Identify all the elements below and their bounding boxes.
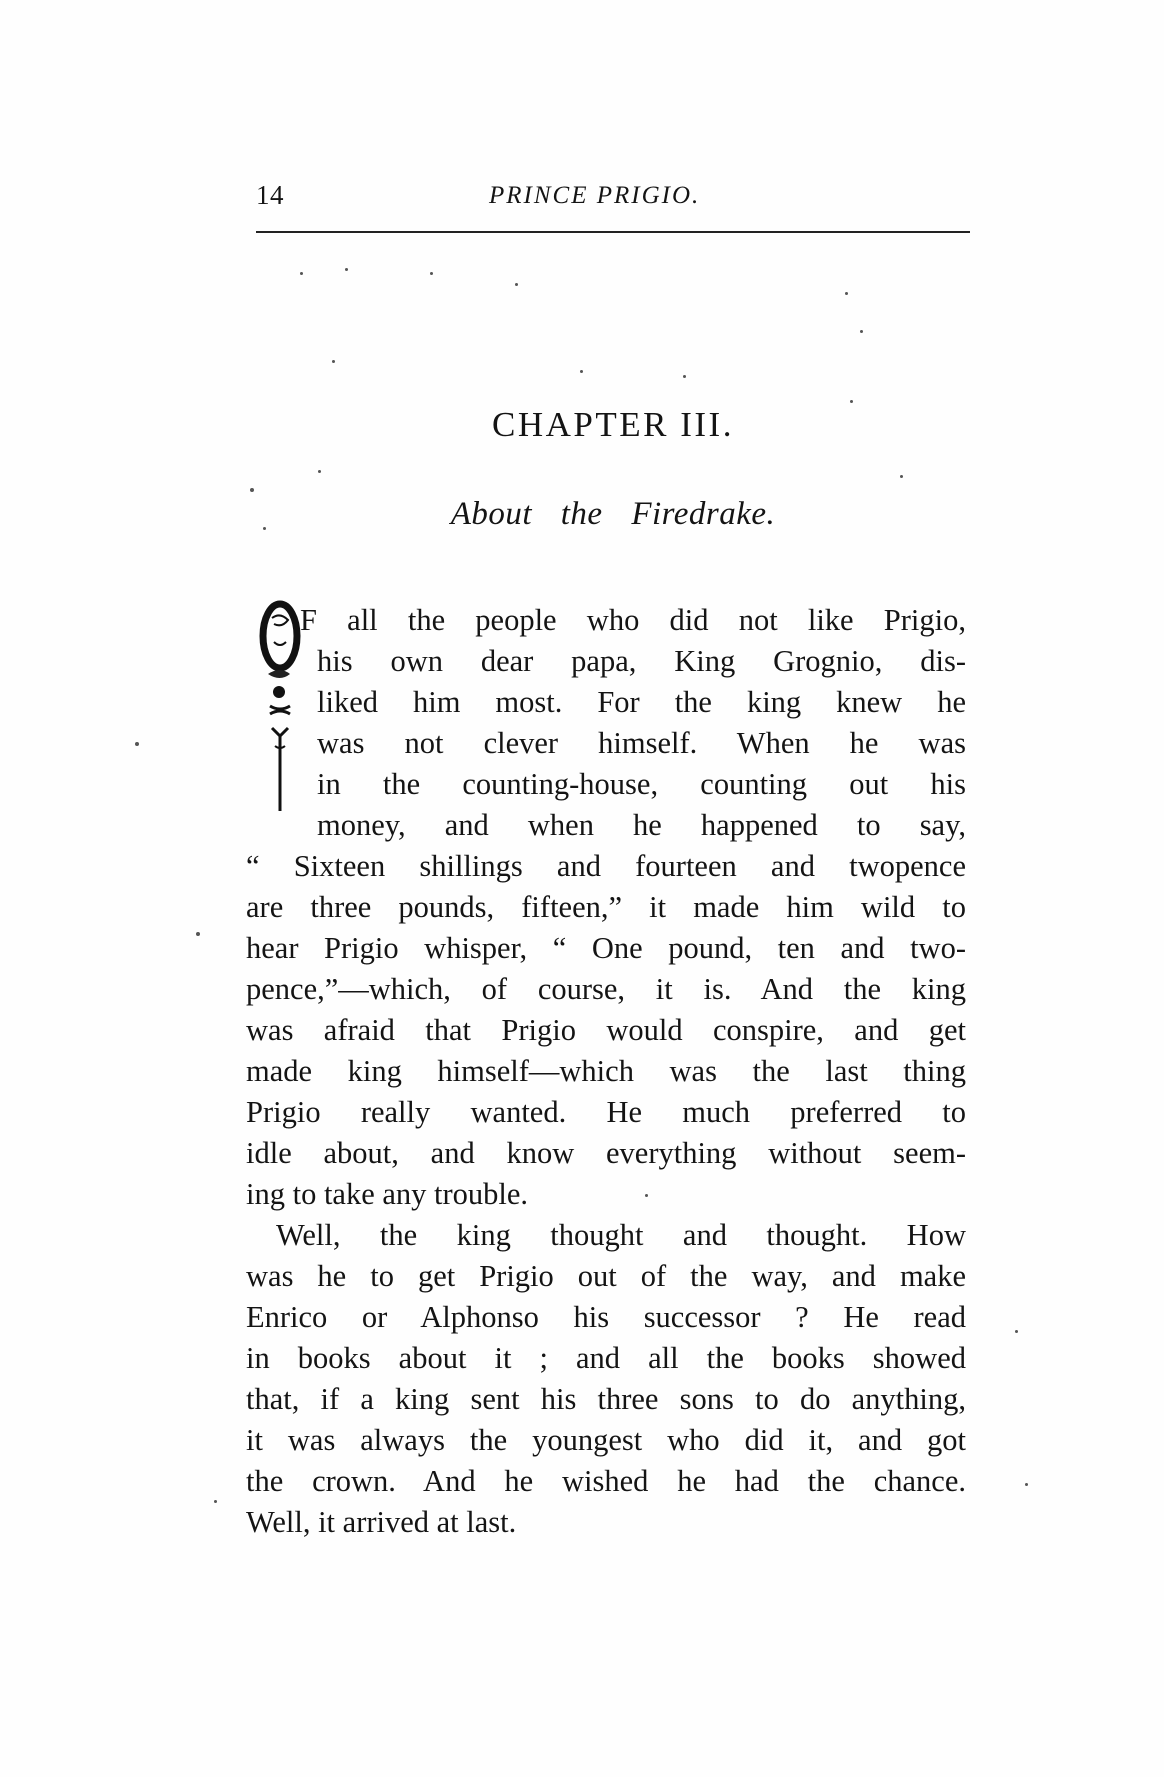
text-line: in books about it ; and all the books showed [246, 1341, 966, 1375]
scan-speck [580, 370, 583, 373]
text-line: in the counting-house, counting out his [317, 767, 966, 801]
text-line: Prigio really wanted. He much preferred to [246, 1095, 966, 1129]
text-line: liked him most. For the king knew he [317, 685, 966, 719]
text-line: made king himself—which was the last thing [246, 1054, 966, 1088]
scan-speck [135, 742, 139, 746]
scan-speck [900, 475, 903, 478]
text-line: “ Sixteen shillings and fourteen and twopence [246, 849, 966, 883]
text-line: was afraid that Prigio would conspire, and get [246, 1013, 966, 1047]
scan-speck [196, 932, 200, 936]
text-line: F all the people who did not like Prigio, [300, 603, 966, 637]
scan-speck [214, 1500, 217, 1503]
text-line: was he to get Prigio out of the way, and make [246, 1259, 966, 1293]
chapter-heading: CHAPTER III. [492, 405, 734, 444]
scan-speck [300, 272, 303, 275]
chapter-subtitle: About the Firedrake. [450, 496, 776, 532]
header-rule [256, 231, 970, 233]
scan-speck [683, 375, 686, 378]
scan-speck [250, 488, 254, 492]
scan-speck [850, 400, 853, 403]
scan-speck [345, 268, 348, 271]
text-line: ing to take any trouble. [246, 1177, 529, 1211]
text-line: it was always the youngest who did it, and got [246, 1423, 966, 1457]
text-line: his own dear papa, King Grognio, dis- [317, 644, 966, 678]
scan-speck [430, 272, 433, 275]
page-number: 14 [256, 180, 284, 210]
text-line: are three pounds, fifteen,” it made him wild to [246, 890, 966, 924]
running-head [256, 180, 968, 224]
scan-speck [332, 360, 335, 363]
text-line: Well, the king thought and thought. How [276, 1218, 966, 1252]
running-title: PRINCE PRIGIO. [489, 182, 701, 209]
text-line: was not clever himself. When he was [317, 726, 966, 760]
scan-speck [1025, 1483, 1028, 1486]
text-line: pence,”—which, of course, it is. And the king [246, 972, 966, 1006]
scan-speck [515, 283, 518, 286]
scan-speck [845, 292, 848, 295]
text-line: the crown. And he wished he had the chance. [246, 1464, 966, 1498]
scan-speck [263, 527, 266, 530]
text-line: Well, it arrived at last. [246, 1505, 517, 1539]
text-line: idle about, and know everything without seem- [246, 1136, 966, 1170]
text-line: Enrico or Alphonso his successor ? He read [246, 1300, 966, 1334]
text-line: hear Prigio whisper, “ One pound, ten and two- [246, 931, 966, 965]
text-line: that, if a king sent his three sons to do anything, [246, 1382, 966, 1416]
scan-speck [318, 470, 321, 473]
scan-speck [1015, 1330, 1018, 1333]
scan-speck [645, 1194, 648, 1197]
scan-speck [860, 330, 863, 333]
text-line: money, and when he happened to say, [317, 808, 966, 842]
